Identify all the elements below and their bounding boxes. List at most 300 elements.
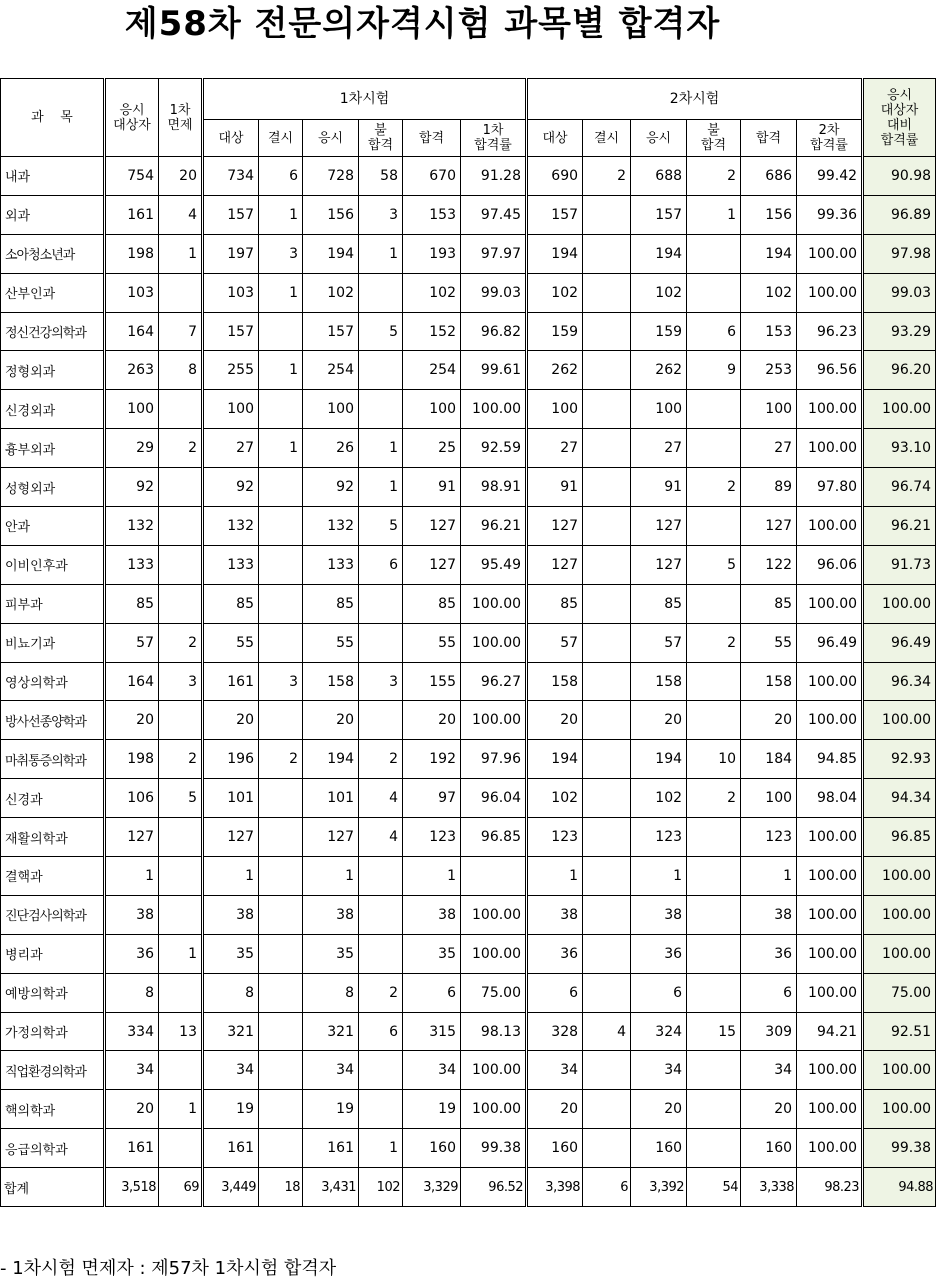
value-cell [159, 895, 203, 934]
value-cell: 27 [527, 429, 583, 468]
value-cell: 100.00 [797, 1129, 863, 1168]
value-cell: 99.42 [797, 157, 863, 196]
value-cell: 85 [403, 584, 461, 623]
value-cell: 127 [303, 818, 359, 857]
footnote: - 1차시험 면제자 : 제57차 1차시험 합격자 [0, 1258, 337, 1279]
subject-cell: 신경과 [1, 779, 105, 818]
value-cell [583, 1129, 631, 1168]
value-cell: 34 [303, 1051, 359, 1090]
value-cell: 97.97 [461, 234, 527, 273]
value-cell: 75.00 [863, 973, 936, 1012]
value-cell: 686 [741, 157, 797, 196]
value-cell [359, 1090, 403, 1129]
subject-cell: 핵의학과 [1, 1090, 105, 1129]
value-cell: 102 [631, 273, 687, 312]
value-cell: 93.29 [863, 312, 936, 351]
value-cell: 99.38 [863, 1129, 936, 1168]
value-cell [159, 584, 203, 623]
value-cell: 2 [687, 157, 741, 196]
value-cell: 19 [403, 1090, 461, 1129]
value-cell: 3 [359, 195, 403, 234]
value-cell [159, 1051, 203, 1090]
value-cell: 1 [259, 429, 303, 468]
value-cell: 100.00 [797, 701, 863, 740]
value-cell: 100.00 [461, 623, 527, 662]
value-cell: 98.13 [461, 1012, 527, 1051]
value-cell [359, 273, 403, 312]
value-cell: 100.00 [461, 895, 527, 934]
value-cell: 100 [741, 779, 797, 818]
value-cell: 100.00 [863, 701, 936, 740]
table-row [1, 973, 936, 1012]
value-cell: 100.00 [461, 701, 527, 740]
value-cell: 315 [403, 1012, 461, 1051]
value-cell [583, 1090, 631, 1129]
value-cell: 100.00 [461, 934, 527, 973]
table-row [1, 1129, 936, 1168]
value-cell: 1 [687, 195, 741, 234]
value-cell [259, 545, 303, 584]
value-cell: 100.00 [797, 973, 863, 1012]
value-cell [687, 973, 741, 1012]
value-cell: 96.89 [863, 195, 936, 234]
value-cell: 1 [159, 934, 203, 973]
header-round1-col: 1차 합격률 [461, 120, 527, 157]
value-cell: 3,449 [203, 1168, 259, 1207]
value-cell: 101 [303, 779, 359, 818]
table-row [1, 740, 936, 779]
value-cell: 123 [527, 818, 583, 857]
value-cell: 734 [203, 157, 259, 196]
value-cell: 158 [527, 662, 583, 701]
value-cell [583, 351, 631, 390]
value-cell: 1 [359, 429, 403, 468]
table-row [1, 1168, 936, 1207]
value-cell: 100.00 [863, 934, 936, 973]
value-cell: 96.34 [863, 662, 936, 701]
header-round2-col: 결시 [583, 120, 631, 157]
value-cell [687, 507, 741, 546]
header-round1-col: 결시 [259, 120, 303, 157]
value-cell: 688 [631, 157, 687, 196]
value-cell: 27 [631, 429, 687, 468]
value-cell: 1 [303, 857, 359, 896]
value-cell: 85 [105, 584, 159, 623]
results-table [0, 78, 936, 1207]
value-cell: 192 [403, 740, 461, 779]
value-cell: 157 [303, 312, 359, 351]
value-cell: 100 [631, 390, 687, 429]
value-cell [159, 818, 203, 857]
value-cell: 90.98 [863, 157, 936, 196]
value-cell: 25 [403, 429, 461, 468]
value-cell: 100.00 [797, 584, 863, 623]
table-row [1, 429, 936, 468]
value-cell: 123 [403, 818, 461, 857]
value-cell [259, 973, 303, 1012]
value-cell: 253 [741, 351, 797, 390]
subject-cell: 성형외과 [1, 468, 105, 507]
value-cell: 54 [687, 1168, 741, 1207]
value-cell: 97.45 [461, 195, 527, 234]
table-row [1, 662, 936, 701]
value-cell: 328 [527, 1012, 583, 1051]
value-cell: 36 [105, 934, 159, 973]
value-cell: 55 [741, 623, 797, 662]
value-cell [583, 662, 631, 701]
header-round2-col: 불 합격 [687, 120, 741, 157]
value-cell: 8 [159, 351, 203, 390]
value-cell: 20 [303, 701, 359, 740]
value-cell: 100.00 [461, 390, 527, 429]
value-cell: 127 [631, 507, 687, 546]
value-cell: 38 [403, 895, 461, 934]
subject-cell: 외과 [1, 195, 105, 234]
value-cell: 161 [303, 1129, 359, 1168]
header-round1-col: 합격 [403, 120, 461, 157]
value-cell: 6 [259, 157, 303, 196]
subject-cell: 방사선종양학과 [1, 701, 105, 740]
value-cell: 96.21 [461, 507, 527, 546]
value-cell: 100.00 [863, 390, 936, 429]
value-cell: 75.00 [461, 973, 527, 1012]
value-cell [359, 351, 403, 390]
value-cell: 1 [527, 857, 583, 896]
value-cell: 158 [303, 662, 359, 701]
value-cell: 58 [359, 157, 403, 196]
table-row [1, 584, 936, 623]
value-cell: 98.91 [461, 468, 527, 507]
value-cell: 262 [631, 351, 687, 390]
value-cell [359, 623, 403, 662]
value-cell: 100.00 [797, 818, 863, 857]
value-cell: 100 [203, 390, 259, 429]
value-cell: 3,518 [105, 1168, 159, 1207]
value-cell: 38 [741, 895, 797, 934]
value-cell: 35 [303, 934, 359, 973]
value-cell: 96.23 [797, 312, 863, 351]
value-cell: 100.00 [863, 584, 936, 623]
value-cell: 103 [203, 273, 259, 312]
value-cell: 10 [687, 740, 741, 779]
value-cell: 92 [105, 468, 159, 507]
value-cell: 3,431 [303, 1168, 359, 1207]
value-cell: 6 [583, 1168, 631, 1207]
value-cell: 96.82 [461, 312, 527, 351]
value-cell: 96.27 [461, 662, 527, 701]
value-cell: 2 [159, 740, 203, 779]
value-cell: 57 [631, 623, 687, 662]
value-cell: 127 [105, 818, 159, 857]
value-cell [159, 468, 203, 507]
value-cell: 198 [105, 234, 159, 273]
value-cell [583, 895, 631, 934]
value-cell: 100.00 [461, 1051, 527, 1090]
value-cell: 6 [527, 973, 583, 1012]
value-cell [259, 1012, 303, 1051]
header-exempt: 1차 면제 [159, 79, 203, 157]
value-cell: 4 [583, 1012, 631, 1051]
value-cell: 153 [403, 195, 461, 234]
table-row [1, 312, 936, 351]
value-cell: 1 [259, 195, 303, 234]
value-cell: 1 [105, 857, 159, 896]
table-row [1, 234, 936, 273]
header-round1-col: 응시 [303, 120, 359, 157]
value-cell [159, 973, 203, 1012]
value-cell: 13 [159, 1012, 203, 1051]
value-cell: 91.73 [863, 545, 936, 584]
value-cell: 99.03 [863, 273, 936, 312]
value-cell: 100.00 [797, 429, 863, 468]
value-cell [259, 857, 303, 896]
value-cell: 6 [359, 1012, 403, 1051]
value-cell: 1 [203, 857, 259, 896]
value-cell [687, 273, 741, 312]
value-cell: 55 [403, 623, 461, 662]
table-row [1, 1090, 936, 1129]
value-cell: 157 [203, 312, 259, 351]
value-cell: 161 [105, 1129, 159, 1168]
value-cell: 754 [105, 157, 159, 196]
value-cell: 100.00 [797, 1090, 863, 1129]
table-body [1, 157, 936, 1207]
value-cell [259, 779, 303, 818]
value-cell: 127 [741, 507, 797, 546]
value-cell: 100.00 [797, 934, 863, 973]
value-cell: 6 [403, 973, 461, 1012]
value-cell: 2 [687, 623, 741, 662]
value-cell: 98.23 [797, 1168, 863, 1207]
value-cell: 193 [403, 234, 461, 273]
value-cell: 91.28 [461, 157, 527, 196]
value-cell [259, 1051, 303, 1090]
value-cell [583, 273, 631, 312]
value-cell: 194 [527, 234, 583, 273]
value-cell: 7 [159, 312, 203, 351]
value-cell [583, 234, 631, 273]
value-cell: 157 [203, 195, 259, 234]
value-cell: 101 [203, 779, 259, 818]
value-cell: 92.59 [461, 429, 527, 468]
subject-cell: 이비인후과 [1, 545, 105, 584]
value-cell: 19 [203, 1090, 259, 1129]
value-cell: 20 [631, 701, 687, 740]
value-cell: 127 [403, 507, 461, 546]
value-cell: 161 [105, 195, 159, 234]
value-cell: 160 [741, 1129, 797, 1168]
value-cell: 38 [203, 895, 259, 934]
value-cell: 6 [631, 973, 687, 1012]
value-cell [359, 701, 403, 740]
value-cell: 194 [527, 740, 583, 779]
value-cell: 159 [527, 312, 583, 351]
value-cell [687, 390, 741, 429]
value-cell: 91 [631, 468, 687, 507]
value-cell: 20 [159, 157, 203, 196]
value-cell: 100.00 [461, 584, 527, 623]
value-cell: 2 [687, 468, 741, 507]
value-cell: 97.80 [797, 468, 863, 507]
value-cell: 19 [303, 1090, 359, 1129]
value-cell: 36 [741, 934, 797, 973]
value-cell: 94.34 [863, 779, 936, 818]
value-cell: 2 [687, 779, 741, 818]
subject-cell: 신경외과 [1, 390, 105, 429]
subject-cell: 직업환경의학과 [1, 1051, 105, 1090]
value-cell: 6 [359, 545, 403, 584]
value-cell: 102 [631, 779, 687, 818]
value-cell: 4 [359, 779, 403, 818]
value-cell: 92.93 [863, 740, 936, 779]
value-cell: 194 [631, 740, 687, 779]
value-cell: 96.49 [863, 623, 936, 662]
value-cell: 1 [259, 351, 303, 390]
value-cell: 194 [303, 234, 359, 273]
value-cell: 20 [631, 1090, 687, 1129]
value-cell: 194 [303, 740, 359, 779]
value-cell: 5 [159, 779, 203, 818]
header-round2-col: 합격 [741, 120, 797, 157]
value-cell: 102 [527, 273, 583, 312]
value-cell: 69 [159, 1168, 203, 1207]
value-cell: 321 [203, 1012, 259, 1051]
value-cell: 26 [303, 429, 359, 468]
table-row [1, 895, 936, 934]
value-cell: 20 [527, 701, 583, 740]
table-row [1, 351, 936, 390]
subject-cell: 비뇨기과 [1, 623, 105, 662]
value-cell: 262 [527, 351, 583, 390]
value-cell: 89 [741, 468, 797, 507]
value-cell [259, 468, 303, 507]
value-cell: 34 [403, 1051, 461, 1090]
value-cell: 100.00 [797, 1051, 863, 1090]
value-cell: 194 [631, 234, 687, 273]
value-cell [583, 584, 631, 623]
value-cell: 3 [259, 234, 303, 273]
table-header [1, 79, 936, 157]
value-cell [687, 701, 741, 740]
value-cell: 132 [105, 507, 159, 546]
subject-cell: 가정의학과 [1, 1012, 105, 1051]
value-cell: 2 [259, 740, 303, 779]
value-cell: 100.00 [797, 390, 863, 429]
value-cell: 102 [527, 779, 583, 818]
value-cell: 106 [105, 779, 159, 818]
value-cell: 161 [203, 662, 259, 701]
value-cell: 1 [259, 273, 303, 312]
value-cell: 20 [203, 701, 259, 740]
value-cell: 153 [741, 312, 797, 351]
value-cell: 100.00 [863, 1051, 936, 1090]
value-cell [259, 701, 303, 740]
value-cell: 100.00 [461, 1090, 527, 1129]
value-cell: 15 [687, 1012, 741, 1051]
value-cell: 2 [359, 973, 403, 1012]
value-cell [583, 312, 631, 351]
value-cell: 94.21 [797, 1012, 863, 1051]
value-cell [687, 934, 741, 973]
value-cell: 2 [583, 157, 631, 196]
value-cell: 102 [359, 1168, 403, 1207]
value-cell: 96.20 [863, 351, 936, 390]
value-cell: 100.00 [863, 1090, 936, 1129]
value-cell [687, 1129, 741, 1168]
page-title: 제58차 전문의자격시험 과목별 합격자 [124, 4, 721, 44]
value-cell [159, 507, 203, 546]
value-cell: 132 [203, 507, 259, 546]
value-cell: 93.10 [863, 429, 936, 468]
value-cell [687, 662, 741, 701]
value-cell: 36 [527, 934, 583, 973]
value-cell: 38 [527, 895, 583, 934]
value-cell: 92 [303, 468, 359, 507]
value-cell: 91 [403, 468, 461, 507]
value-cell: 156 [741, 195, 797, 234]
value-cell: 96.85 [461, 818, 527, 857]
table-row [1, 701, 936, 740]
value-cell: 100.00 [797, 662, 863, 701]
value-cell: 158 [631, 662, 687, 701]
value-cell [583, 701, 631, 740]
value-cell: 96.52 [461, 1168, 527, 1207]
value-cell [159, 701, 203, 740]
table-row [1, 779, 936, 818]
value-cell: 197 [203, 234, 259, 273]
value-cell [159, 390, 203, 429]
value-cell: 99.38 [461, 1129, 527, 1168]
value-cell: 157 [631, 195, 687, 234]
value-cell: 100 [527, 390, 583, 429]
value-cell: 160 [403, 1129, 461, 1168]
value-cell: 196 [203, 740, 259, 779]
value-cell: 20 [403, 701, 461, 740]
value-cell [359, 584, 403, 623]
table-row [1, 934, 936, 973]
subject-cell: 결핵과 [1, 857, 105, 896]
value-cell: 100.00 [797, 857, 863, 896]
value-cell: 255 [203, 351, 259, 390]
value-cell: 160 [631, 1129, 687, 1168]
value-cell: 100.00 [863, 857, 936, 896]
value-cell: 1 [359, 234, 403, 273]
value-cell: 324 [631, 1012, 687, 1051]
subject-cell: 정신건강의학과 [1, 312, 105, 351]
value-cell [583, 195, 631, 234]
header-round1-col: 불 합격 [359, 120, 403, 157]
value-cell: 57 [105, 623, 159, 662]
subject-cell: 소아청소년과 [1, 234, 105, 273]
value-cell [159, 545, 203, 584]
value-cell: 38 [303, 895, 359, 934]
header-overall-rate: 응시 대상자 대비 합격률 [863, 79, 936, 157]
value-cell: 100 [741, 390, 797, 429]
subject-cell: 재활의학과 [1, 818, 105, 857]
value-cell [159, 273, 203, 312]
subject-cell: 예방의학과 [1, 973, 105, 1012]
value-cell: 157 [527, 195, 583, 234]
table-row [1, 195, 936, 234]
value-cell: 20 [105, 1090, 159, 1129]
value-cell: 34 [741, 1051, 797, 1090]
value-cell: 152 [403, 312, 461, 351]
value-cell [259, 1129, 303, 1168]
value-cell: 55 [303, 623, 359, 662]
value-cell: 155 [403, 662, 461, 701]
value-cell: 94.88 [863, 1168, 936, 1207]
value-cell: 2 [359, 740, 403, 779]
